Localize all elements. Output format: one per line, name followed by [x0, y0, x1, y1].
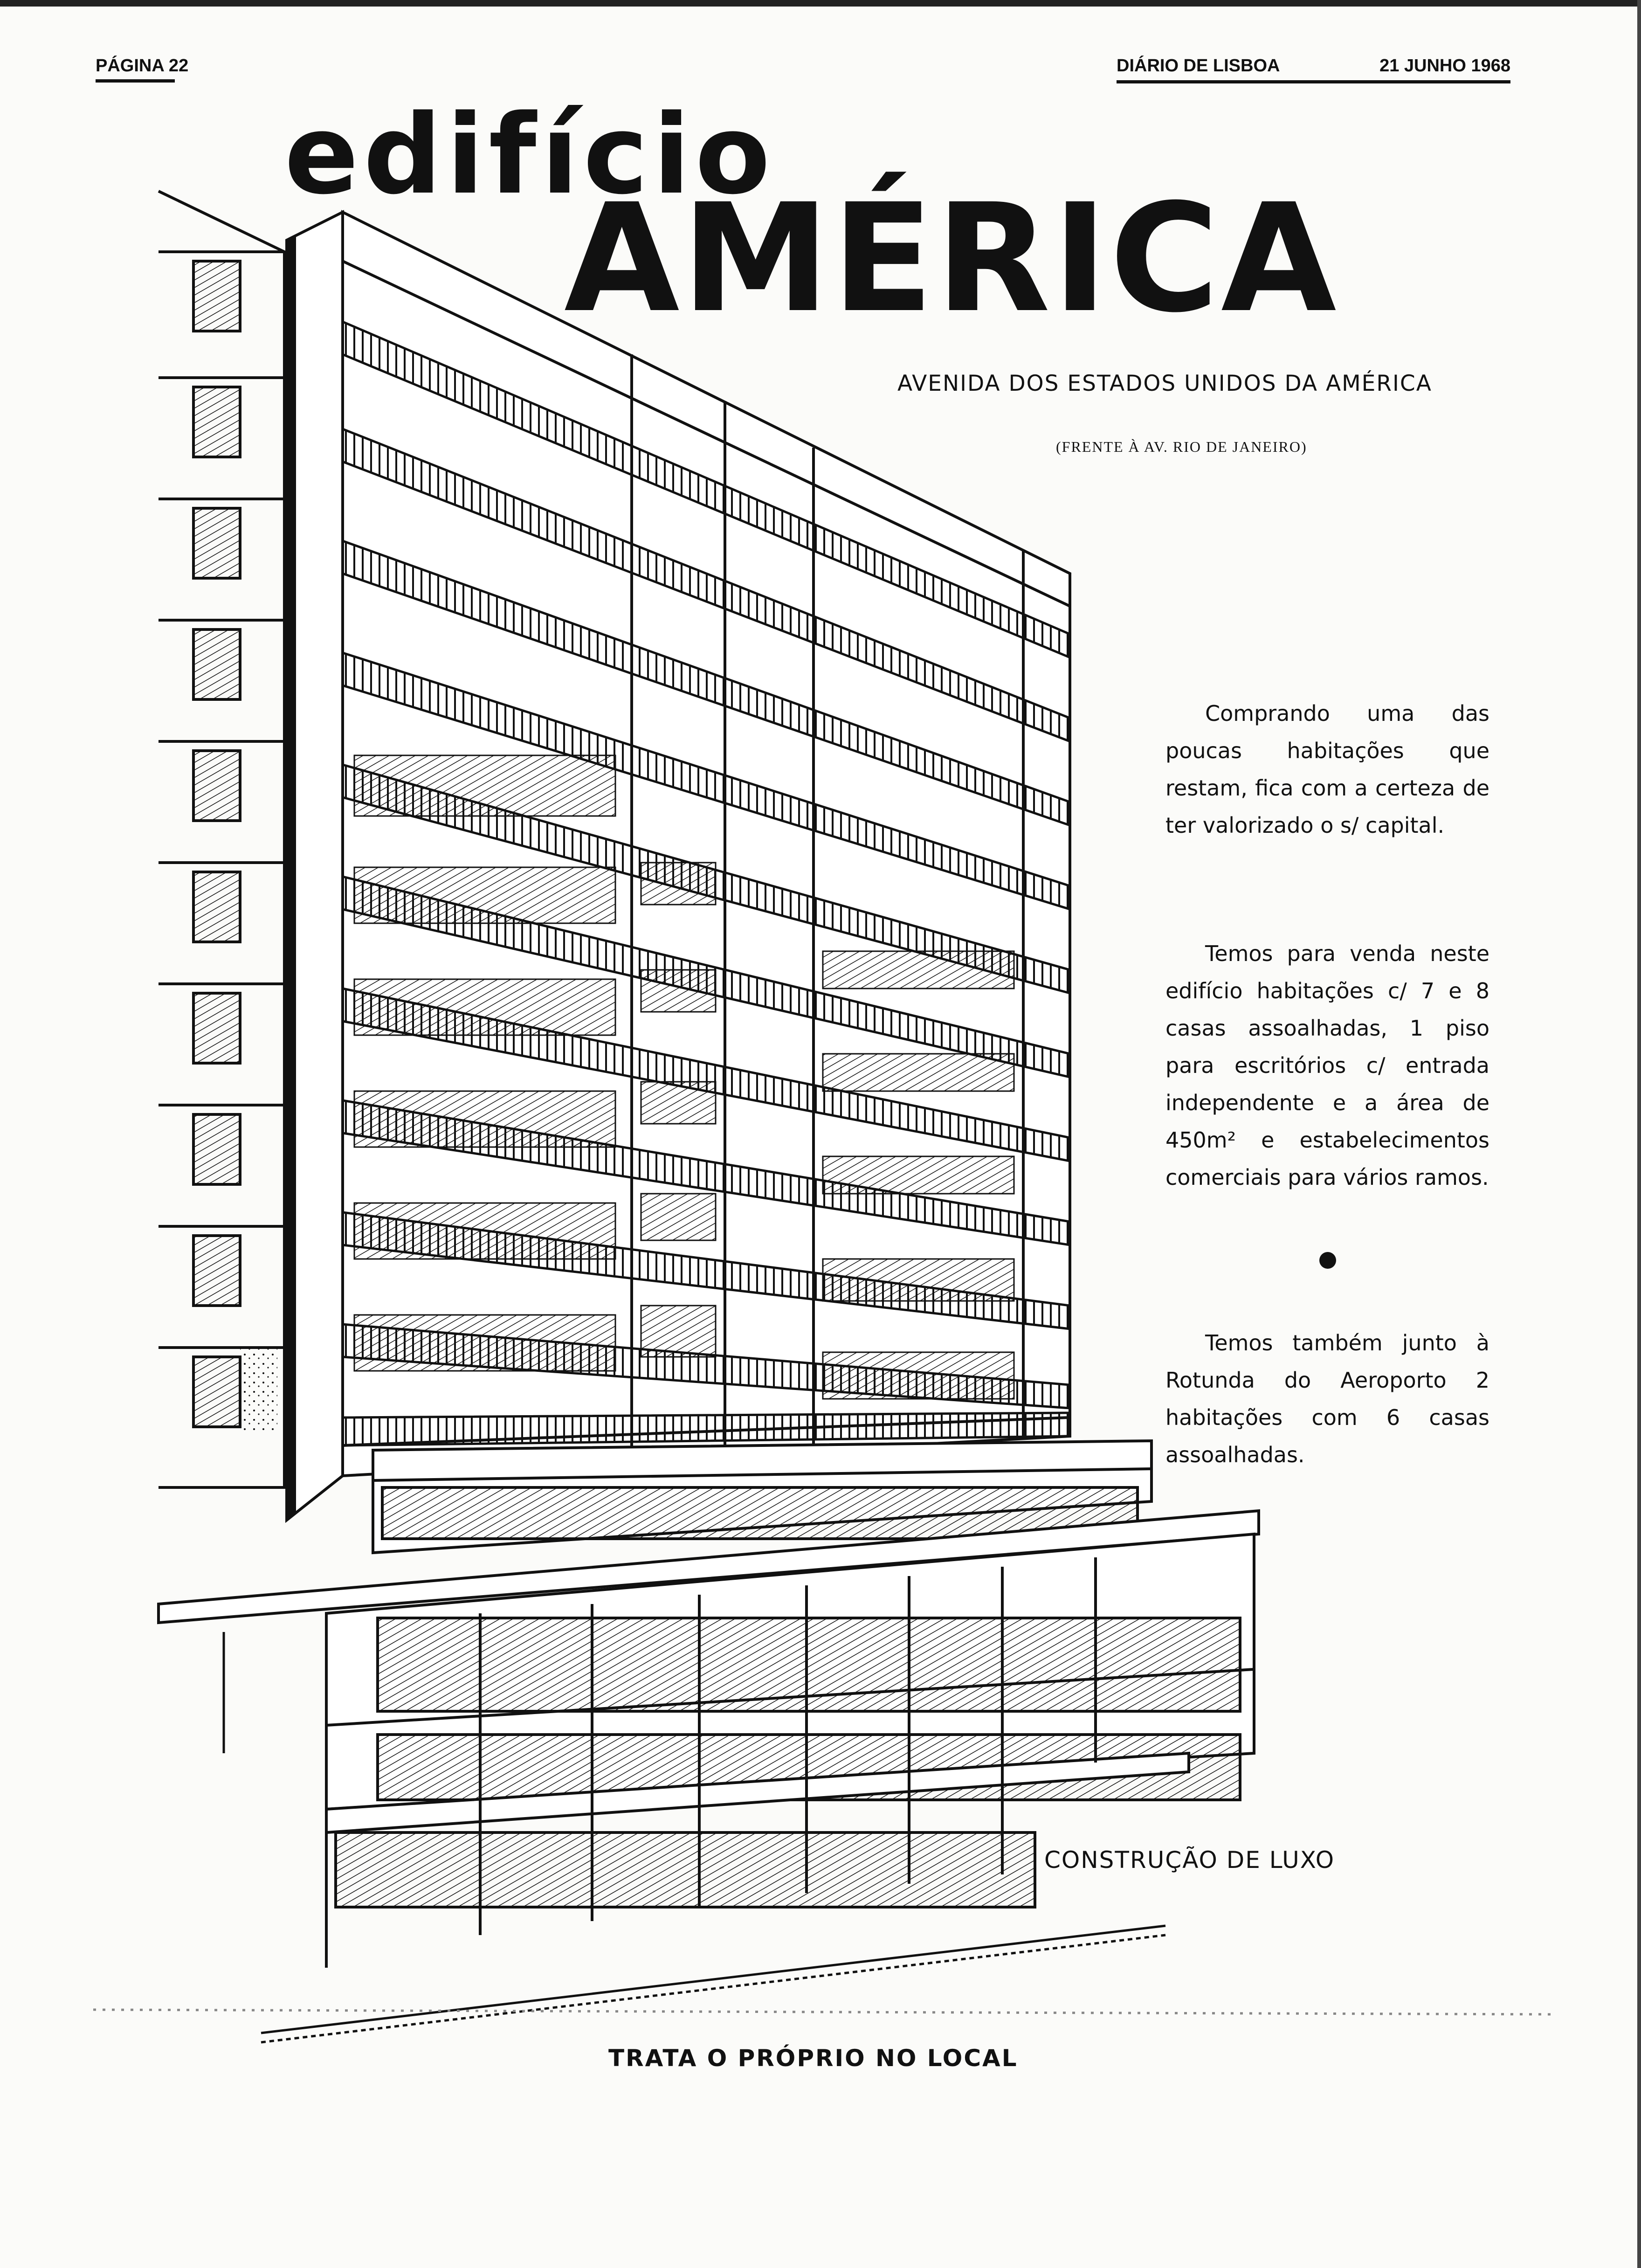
address: AVENIDA DOS ESTADOS UNIDOS DA AMÉRICA [897, 371, 1432, 396]
neighbour-building [159, 191, 284, 1487]
issue-date: 21 JUNHO 1968 [1379, 56, 1510, 76]
newspaper-name: DIÁRIO DE LISBOA [1117, 56, 1280, 76]
paragraph-1: Comprando uma das poucas habitações que restam, fica com a certeza de ter valorizado o s/ capital. [1165, 701, 1489, 838]
call-to-action: TRATA O PRÓPRIO NO LOCAL [608, 2045, 1018, 2072]
tagline: CONSTRUÇÃO DE LUXO [1044, 1846, 1335, 1874]
brand-edificio: edifício [284, 91, 775, 219]
paragraph-3: Temos também junto à Rotunda do Aeroporto 2 habitações com 6 casas assoalhadas. [1165, 1330, 1489, 1467]
paragraph-2: Temos para venda neste edifício habitações c/ 7 e 8 casas assoalhadas, 1 piso para escritórios c/ entrada independente e a área de 450m² e estabelecimentos comerciais para vários ramos. [1165, 941, 1489, 1190]
sub-address: (FRENTE À AV. RIO DE JANEIRO) [1056, 438, 1307, 455]
brand-america: AMÉRICA [564, 172, 1338, 346]
podium [159, 1441, 1259, 1968]
bullet-dot [1319, 1252, 1336, 1269]
page-label: PÁGINA 22 [96, 56, 189, 76]
